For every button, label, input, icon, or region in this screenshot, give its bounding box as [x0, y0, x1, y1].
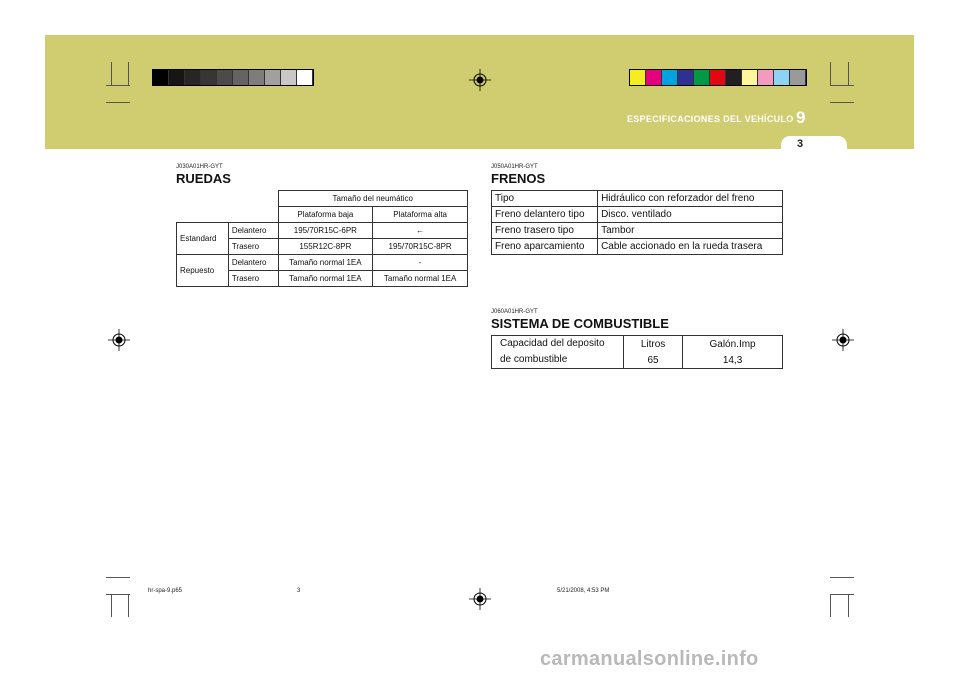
- col-low-platform: Plataforma baja: [278, 207, 373, 223]
- fuel-capacity-label: [492, 336, 624, 369]
- brake-label: Freno delantero tipo: [492, 207, 598, 223]
- crop-mark: [106, 577, 130, 578]
- brake-value: Disco. ventilado: [598, 207, 783, 223]
- watermark: carmanualsonline.info: [540, 648, 759, 670]
- calibration-swatch: [185, 70, 201, 85]
- col-gallons: Galón.Imp: [683, 336, 783, 353]
- crop-mark: [830, 102, 854, 103]
- calibration-swatch: [694, 70, 710, 85]
- registration-mark-bottom-icon: [469, 588, 491, 610]
- footer-page: 3: [297, 588, 301, 594]
- group-standard: Estandard: [177, 223, 229, 255]
- calibration-swatch: [678, 70, 694, 85]
- crop-mark: [128, 62, 129, 85]
- table-cell: Tamaño normal 1EA: [373, 271, 468, 287]
- crop-mark: [848, 62, 849, 85]
- calibration-swatch: [790, 70, 806, 85]
- calibration-swatch: [742, 70, 758, 85]
- brake-value: Hidráulico con reforzador del freno: [598, 191, 783, 207]
- fuel-title: SISTEMA DE COMBUSTIBLE: [491, 316, 669, 331]
- position-rear: Trasero: [228, 271, 278, 287]
- footer-timestamp: 5/21/2008, 4:53 PM: [557, 588, 610, 594]
- table-cell: -: [373, 255, 468, 271]
- wheels-code: J030A01HR-GYT: [176, 164, 223, 170]
- calibration-swatch: [758, 70, 774, 85]
- calibration-swatch: [710, 70, 726, 85]
- position-rear: Trasero: [228, 239, 278, 255]
- calibration-swatch: [153, 70, 169, 85]
- grayscale-calibration-bar: [152, 69, 314, 86]
- calibration-swatch: [201, 70, 217, 85]
- crop-mark: [106, 102, 130, 103]
- col-high-platform: Plataforma alta: [373, 207, 468, 223]
- chapter-number: 9: [796, 108, 806, 127]
- calibration-swatch: [297, 70, 313, 85]
- wheels-table: [176, 190, 468, 287]
- table-cell: 155R12C-8PR: [278, 239, 373, 255]
- table-cell: 195/70R15C-8PR: [373, 239, 468, 255]
- header-band: [45, 35, 914, 149]
- fuel-label-line1: Capacidad del deposito: [500, 338, 605, 349]
- tire-size-header: Tamaño del neumático: [278, 191, 468, 207]
- crop-mark: [848, 594, 849, 617]
- color-calibration-bar: [629, 69, 807, 86]
- calibration-swatch: [662, 70, 678, 85]
- brake-label: Tipo: [492, 191, 598, 207]
- table-cell: 195/70R15C-6PR: [278, 223, 373, 239]
- calibration-swatch: [646, 70, 662, 85]
- calibration-swatch: [233, 70, 249, 85]
- page-number-tab: [781, 136, 847, 152]
- table-cell: Tamaño normal 1EA: [278, 271, 373, 287]
- calibration-swatch: [726, 70, 742, 85]
- fuel-liters-value: 65: [624, 352, 683, 369]
- brake-label: Freno trasero tipo: [492, 223, 598, 239]
- registration-mark-left-icon: [108, 329, 130, 351]
- brakes-code: J050A01HR-GYT: [491, 164, 538, 170]
- calibration-swatch: [281, 70, 297, 85]
- calibration-swatch: [249, 70, 265, 85]
- crop-mark: [830, 594, 831, 617]
- crop-mark: [111, 62, 112, 85]
- brake-value: Tambor: [598, 223, 783, 239]
- crop-mark: [830, 85, 854, 86]
- table-cell: ←: [373, 223, 468, 239]
- calibration-swatch: [774, 70, 790, 85]
- table-corner: [177, 191, 279, 223]
- crop-mark: [106, 85, 130, 86]
- fuel-label-line2: de combustible: [500, 354, 568, 365]
- fuel-table: [491, 335, 783, 369]
- crop-mark: [106, 594, 130, 595]
- crop-mark: [830, 594, 854, 595]
- position-front: Delantero: [228, 255, 278, 271]
- section-title: ESPECIFICACIONES DEL VEHÍCULO: [627, 114, 794, 124]
- calibration-swatch: [265, 70, 281, 85]
- crop-mark: [128, 594, 129, 617]
- fuel-gallons-value: 14,3: [683, 352, 783, 369]
- brake-value: Cable accionado en la rueda trasera: [598, 239, 783, 255]
- brakes-table: [491, 190, 783, 255]
- brake-label: Freno aparcamiento: [492, 239, 598, 255]
- crop-mark: [830, 577, 854, 578]
- page-number: 3: [797, 138, 804, 150]
- fuel-code: J060A01HR-GYT: [491, 309, 538, 315]
- calibration-swatch: [169, 70, 185, 85]
- calibration-swatch: [630, 70, 646, 85]
- calibration-swatch: [217, 70, 233, 85]
- registration-mark-top-icon: [469, 69, 491, 91]
- col-liters: Litros: [624, 336, 683, 353]
- registration-mark-right-icon: [832, 329, 854, 351]
- group-spare: Repuesto: [177, 255, 229, 287]
- crop-mark: [830, 62, 831, 85]
- table-cell: Tamaño normal 1EA: [278, 255, 373, 271]
- position-front: Delantero: [228, 223, 278, 239]
- wheels-title: RUEDAS: [176, 171, 231, 186]
- crop-mark: [111, 594, 112, 617]
- footer-filename: hr-spa-9.p65: [148, 588, 183, 594]
- brakes-title: FRENOS: [491, 171, 546, 186]
